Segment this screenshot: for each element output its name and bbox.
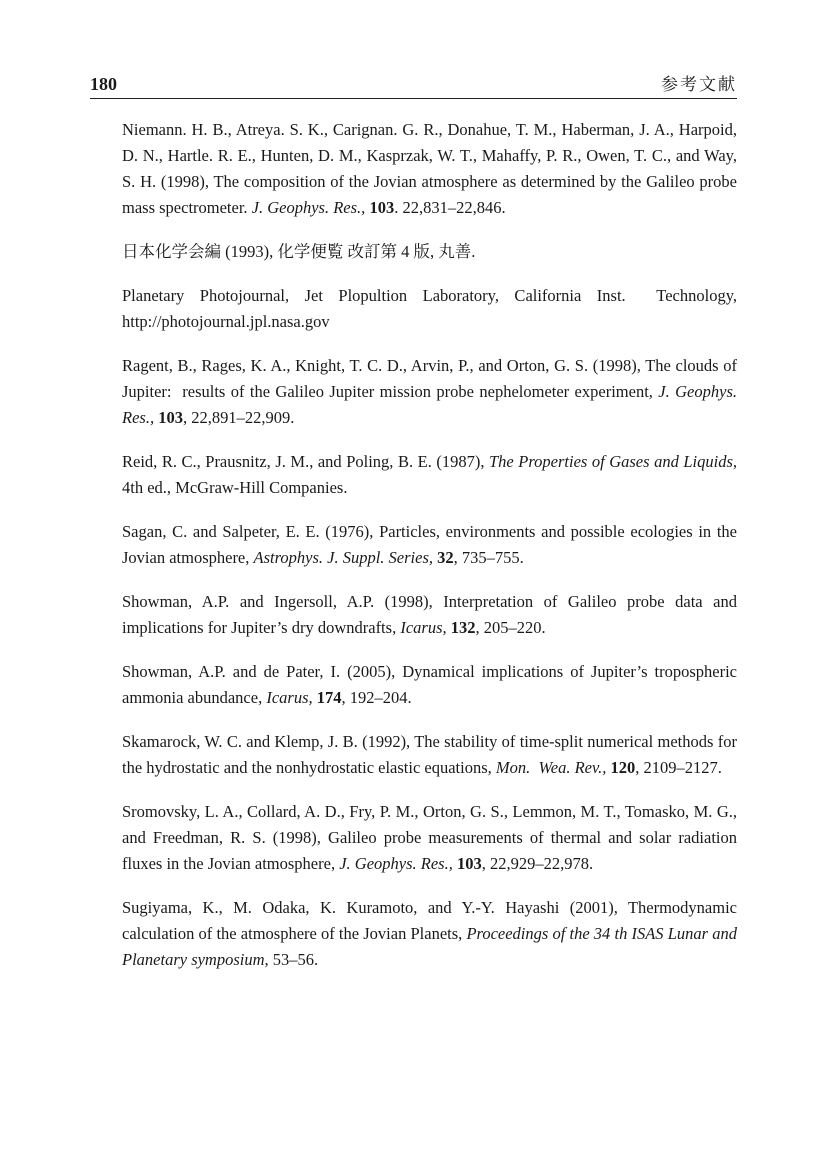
reference-text: Icarus, <box>400 618 451 637</box>
reference-text: , 2109–2127. <box>635 758 722 777</box>
reference-text: Proceedings of the 34 th ISAS Lunar and Planetary symposium <box>122 924 737 969</box>
reference-text: Skamarock, W. C. and Klemp, J. B. (1992), The stability of time-split numerical methods for the hydrostatic and the nonhydrostatic elastic equations, <box>122 732 737 777</box>
reference-text: 103 <box>456 854 482 873</box>
reference-entry <box>122 799 737 877</box>
reference-text: 103 <box>158 408 183 427</box>
reference-entry <box>122 659 737 711</box>
reference-text: Sagan, C. and Salpeter, E. E. (1976), Particles, environments and possible ecologies in the Jovian atmosphere, <box>122 522 737 567</box>
reference-entry <box>122 353 737 431</box>
reference-text: Sromovsky, L. A., Collard, A. D., Fry, P. M., Orton, G. S., Lemmon, M. T., Tomasko, M. G., and Freedman, R. S. (1998), Galileo probe measurements of thermal and solar radiation fluxes in the Jovian atmosphere, <box>122 802 737 873</box>
reference-text: 120 <box>610 758 636 777</box>
reference-text: Reid, R. C., Prausnitz, J. M., and Poling, B. E. (1987), <box>122 452 489 471</box>
reference-text: 日本化学会編 (1993), 化学便覧 改訂第 4 版, 丸善. <box>122 242 476 261</box>
reference-entry <box>122 117 737 221</box>
reference-text: , 192–204. <box>341 688 412 707</box>
reference-entry <box>122 895 737 973</box>
reference-text: Astrophys. J. Suppl. Series, <box>253 548 438 567</box>
reference-text: The Properties of Gases and Liquids <box>489 452 733 471</box>
reference-list <box>122 117 737 991</box>
reference-text: Niemann. H. B., Atreya. S. K., Carignan. G. R., Donahue, T. M., Haberman, J. A., Harpoid, D. N., Hartle. R. E., Hunten, D. M., Kasprzak, W. T., Mahaffy, P. R., Owen, T. C., and Way, S. H. (1998), The composition of the Jovian atmosphere as determined by the Galileo probe mass spectrometer. <box>122 120 737 217</box>
reference-text: Showman, A.P. and Ingersoll, A.P. (1998), Interpretation of Galileo probe data and implications for Jupiter’s dry downdrafts, <box>122 592 737 637</box>
reference-entry <box>122 239 737 265</box>
reference-text: Planetary Photojournal, Jet Plopultion Laboratory, California Inst. Technology, http://photojournal.jpl.nasa.gov <box>122 286 737 331</box>
reference-entry <box>122 449 737 501</box>
reference-text: Sugiyama, K., M. Odaka, K. Kuramoto, and Y.-Y. Hayashi (2001), Thermodynamic calculation of the atmosphere of the Jovian Planets, <box>122 898 737 943</box>
reference-text: , 22,891–22,909. <box>182 408 295 427</box>
reference-text: J. Geophys. Res., <box>122 382 737 427</box>
reference-text: 132 <box>450 618 476 637</box>
reference-text: 103 <box>369 198 395 217</box>
reference-text: Icarus, <box>266 688 317 707</box>
reference-entry <box>122 729 737 781</box>
reference-text: 32 <box>437 548 454 567</box>
reference-entry <box>122 519 737 571</box>
header-section-title: 参考文献 <box>661 75 737 94</box>
reference-text: . 22,831–22,846. <box>394 198 506 217</box>
page-number: 180 <box>90 74 117 94</box>
page-header <box>90 74 737 99</box>
reference-text: , 22,929–22,978. <box>481 854 594 873</box>
reference-text: 174 <box>316 688 342 707</box>
reference-text: Mon. Wea. Rev., <box>495 758 611 777</box>
reference-entry <box>122 283 737 335</box>
reference-text: Ragent, B., Rages, K. A., Knight, T. C. D., Arvin, P., and Orton, G. S. (1998), The clouds of Jupiter: results of the Galileo Jupiter mission probe nephelometer experiment, <box>122 356 737 401</box>
reference-text: J. Geophys. Res., <box>339 854 457 873</box>
reference-entry <box>122 589 737 641</box>
reference-text: , 205–220. <box>475 618 546 637</box>
reference-text: , 735–755. <box>453 548 524 567</box>
reference-text: J. Geophys. Res., <box>251 198 370 217</box>
reference-text: Showman, A.P. and de Pater, I. (2005), Dynamical implications of Jupiter’s tropospheric ammonia abundance, <box>122 662 737 707</box>
reference-text: , 4th ed., McGraw-Hill Companies. <box>122 452 737 497</box>
reference-text: , 53–56. <box>264 950 319 969</box>
